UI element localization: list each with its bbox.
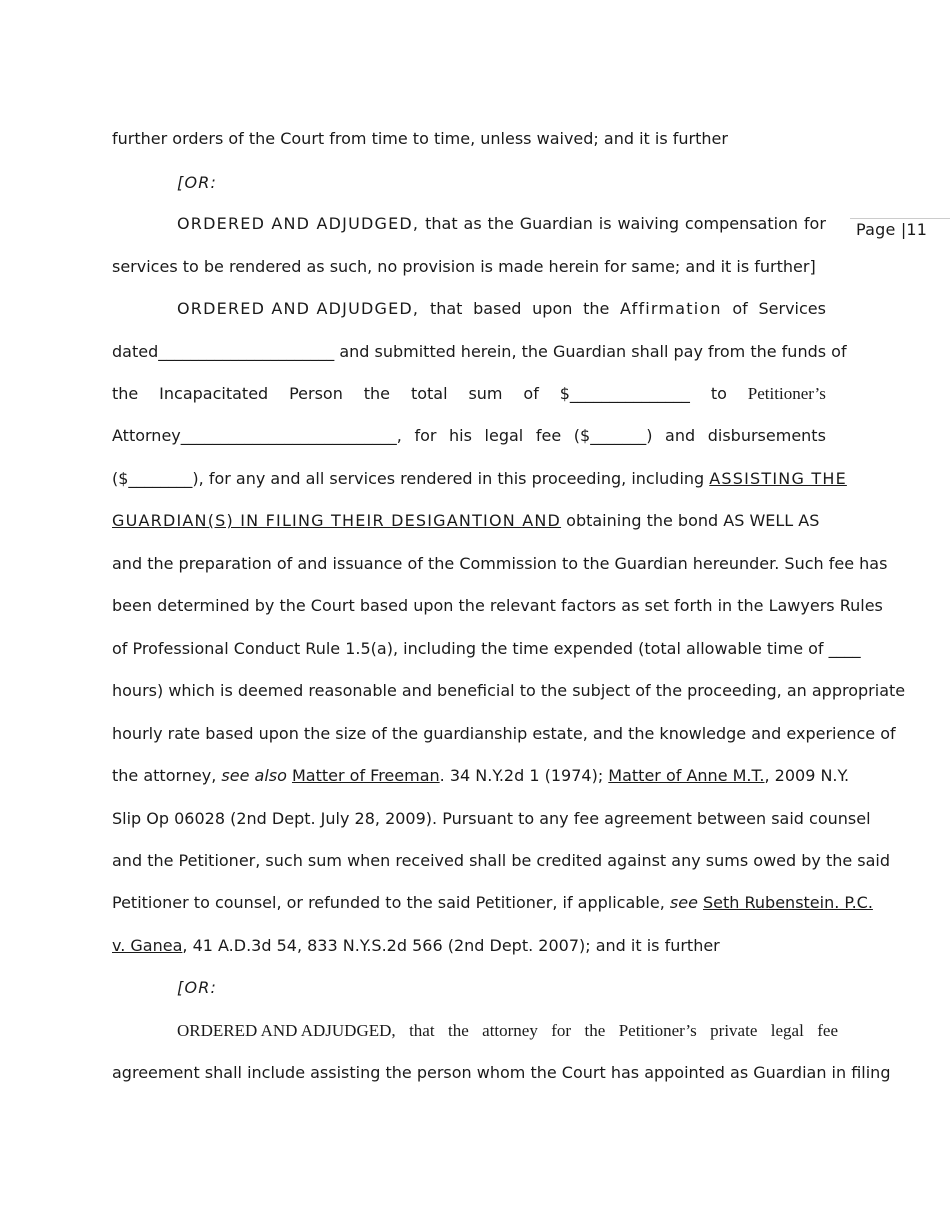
word: the [584,1021,606,1040]
text-line: dated______________________ and submitted herein, the Guardian shall pay from the funds of [112,342,847,361]
text-line [177,214,826,234]
text-line [112,893,873,913]
ordered-adjudged-heading: ORDERED AND ADJUDGED, [177,214,420,233]
word: waiving [617,214,679,233]
word: Affirmation [620,299,722,318]
case-name: Matter of Anne M.T. [608,766,765,785]
word: that [425,214,458,233]
word: upon [532,299,573,318]
case-name: Matter of Freeman [291,766,440,785]
text-line: agreement shall include assisting the person whom the Court has appointed as Guardian in filing [112,1063,891,1082]
case-name: Seth Rubenstein. P.C. [703,893,873,912]
word: attorney [482,1021,538,1040]
word: the [363,384,391,403]
word: as [463,214,482,233]
ordered-adjudged-heading: ORDERED AND ADJUDGED, [177,299,420,318]
text-line [177,299,826,319]
text-segment: . 34 N.Y.2d 1 (1974); [439,766,609,785]
word: of [732,299,748,318]
text-line: hourly rate based upon the size of the guardianship estate, and the knowledge and experience of [112,724,896,743]
word: Services [758,299,826,318]
text-line [112,766,850,786]
text-line: of Professional Conduct Rule 1.5(a), including the time expended (total allowable time of ____ [112,639,861,658]
word: for [414,426,437,445]
text-line [112,469,847,489]
citation-signal: see also [221,766,287,785]
word: the [583,299,610,318]
citation-signal: see [669,893,698,912]
text-segment: , 41 A.D.3d 54, 833 N.Y.S.2d 566 (2nd Dept. 2007); and it is further [182,936,720,955]
case-name: v. Ganea [112,936,183,955]
word: disbursements [707,426,826,445]
word: private [710,1021,758,1040]
text-line [112,426,826,446]
underlined-insert: ASSISTING THE [709,469,847,488]
text-line: and the Petitioner, such sum when received shall be credited against any sums owed by the said [112,851,891,870]
text-segment: obtaining the bond AS WELL AS [561,511,820,530]
word: for [551,1021,572,1040]
word: Petitioner’s [747,384,826,403]
word: total [410,384,448,403]
text-segment: the attorney, [112,766,222,785]
attorney-blank: Attorney___________________________, [112,426,402,445]
text-segment: , 2009 N.Y. [764,766,850,785]
word: the [447,1021,469,1040]
text-segment: Petitioner to counsel, or refunded to the said Petitioner, if applicable, [112,893,670,912]
word: legal [484,426,524,445]
word: based [473,299,522,318]
text-segment: ($________), for any and all services rendered in this proceeding, including [112,469,710,488]
word: fee [817,1021,838,1040]
word: that [429,299,463,318]
word: the [487,214,514,233]
ordered-adjudged-heading: ORDERED AND ADJUDGED, [177,1021,396,1040]
word: Person [289,384,343,403]
text-line: and the preparation of and issuance of the Commission to the Guardian hereunder. Such fee has [112,554,888,573]
alternative-marker: [OR: [177,173,218,192]
text-line [112,511,826,531]
fee-blank: ($_______) [573,426,653,445]
word: fee [535,426,562,445]
text-line: services to be rendered as such, no provision is made herein for same; and it is further] [112,257,816,276]
text-line: Slip Op 06028 (2nd Dept. July 28, 2009). Pursuant to any fee agreement between said counsel [112,809,871,828]
text-line [112,384,826,404]
page-number-rule [850,218,950,219]
word: is [598,214,612,233]
alternative-marker: [OR: [177,978,218,997]
text-line: further orders of the Court from time to time, unless waived; and it is further [112,129,728,148]
word: legal [770,1021,804,1040]
word: compensation [684,214,798,233]
word: of [523,384,539,403]
word: Guardian [519,214,593,233]
word: that [409,1021,435,1040]
word: and [665,426,696,445]
word: Petitioner’s [618,1021,697,1040]
page-number: Page |11 [856,220,928,239]
word: the [112,384,139,403]
text-line [177,1021,838,1041]
text-line: been determined by the Court based upon the relevant factors as set forth in the Lawyers Rules [112,596,883,615]
amount-blank: $_______________ [559,384,690,403]
word: for [803,214,826,233]
text-line [112,936,826,956]
underlined-insert: GUARDIAN(S) IN FILING THEIR DESIGANTION AND [112,511,562,530]
word: Incapacitated [159,384,269,403]
text-line: hours) which is deemed reasonable and beneficial to the subject of the proceeding, an appropriate [112,681,906,700]
word: sum [468,384,503,403]
word: to [710,384,727,403]
word: his [449,426,472,445]
